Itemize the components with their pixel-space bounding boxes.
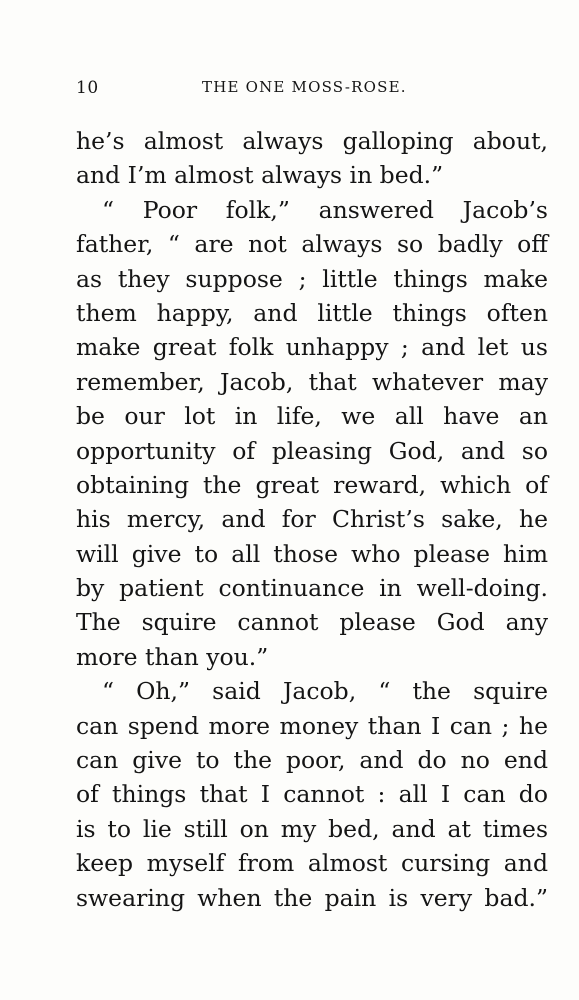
text-line: more than you.” (76, 642, 269, 671)
text-line: “ Oh,” said Jacob, “ the squire (102, 677, 548, 706)
text-line: and I’m almost always in bed.” (76, 161, 444, 190)
body-text (76, 124, 548, 915)
text-line: can give to the poor, and do no end (76, 746, 548, 775)
text-line: The squire cannot please God any (76, 608, 548, 637)
text-line: remember, Jacob, that whatever may (76, 367, 548, 396)
text-line: be our lot in life, we all have an (76, 402, 548, 431)
text-line: obtaining the great reward, which of (76, 470, 548, 499)
text-line: of things that I cannot : all I can do (76, 780, 548, 809)
text-line: is to lie still on my bed, and at times (76, 814, 548, 843)
text-line: as they suppose ; little things make (76, 264, 548, 293)
text-line: “ Poor folk,” answered Jacob’s (102, 195, 548, 224)
text-line: keep myself from almost cursing and (76, 849, 548, 878)
text-line: them happy, and little things often (76, 298, 548, 327)
text-line: father, “ are not always so badly off (76, 230, 548, 259)
text-line: his mercy, and for Christ’s sake, he (76, 505, 548, 534)
text-line: can spend more money than I can ; he (76, 711, 548, 740)
text-line: swearing when the pain is very bad.” (76, 883, 548, 912)
text-line: opportunity of pleasing God, and so (76, 436, 548, 465)
text-line: by patient continuance in well-doing. (76, 574, 548, 603)
text-line: make great folk unhappy ; and let us (76, 333, 548, 362)
text-line: will give to all those who please him (76, 539, 548, 568)
page-number: 10 (76, 78, 99, 98)
text-line: he’s almost always galloping about, (76, 127, 548, 155)
page-header (76, 78, 548, 102)
running-head: THE ONE MOSS-ROSE. (202, 78, 407, 96)
